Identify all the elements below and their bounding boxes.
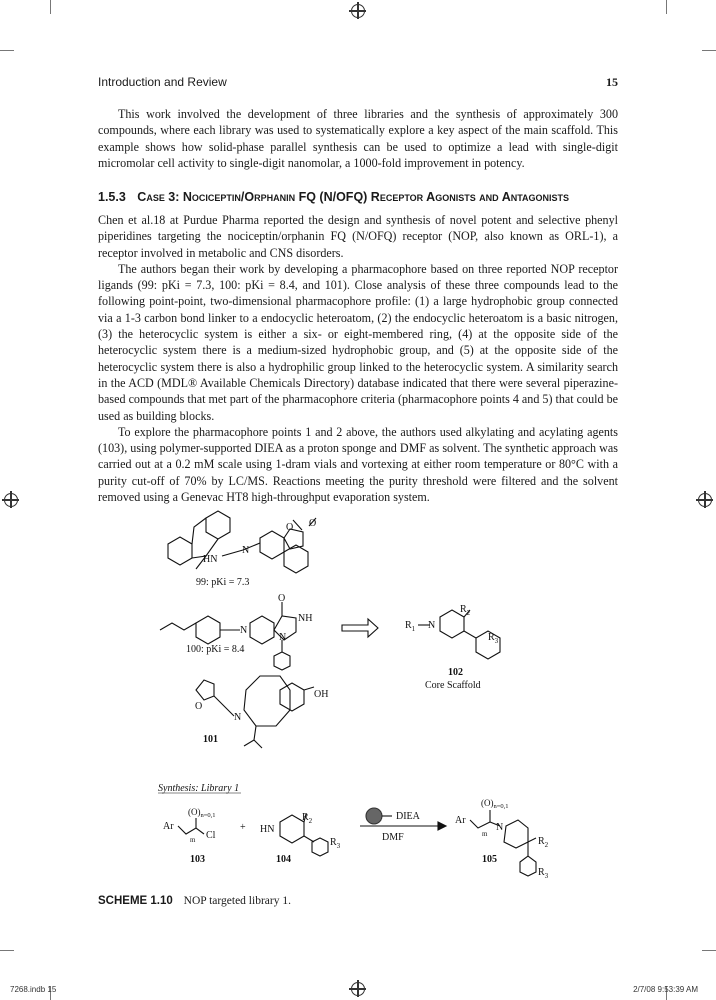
- svg-text:R3: $R_3$: [488, 632, 499, 645]
- svg-text:N: N: [242, 545, 250, 556]
- reagent-dmf: DMF: [382, 832, 404, 843]
- compound-99-label: 99: pKi = 7.3: [196, 577, 250, 588]
- svg-text:m: m: [190, 836, 196, 844]
- compound-105-label: 105: [482, 854, 497, 865]
- registration-mark-icon: [351, 4, 365, 18]
- svg-text:R3: $R_3$: [330, 837, 341, 850]
- svg-text:O: O: [286, 522, 294, 533]
- intro-block: [98, 106, 618, 171]
- registration-mark-icon: [698, 493, 712, 507]
- compound-105-structure: [470, 810, 536, 876]
- footer-timestamp: 2/7/08 9:53:39 AM: [633, 985, 698, 994]
- svg-text:OH: OH: [314, 689, 329, 700]
- svg-text:R3: $R_3$: [538, 867, 549, 880]
- compound-100-label: 100: pKi = 8.4: [186, 644, 245, 655]
- svg-text:(O)n=0,1: $(O)_{n=0,1}$: [481, 798, 509, 810]
- section-number: 1.5.3: [98, 190, 126, 204]
- svg-text:N: N: [234, 712, 242, 723]
- svg-text:N: N: [279, 632, 287, 643]
- plus-sign: +: [240, 822, 246, 833]
- svg-text:NH: NH: [298, 613, 313, 624]
- scheme-caption-text: NOP targeted library 1.: [183, 895, 291, 907]
- section-heading: [98, 190, 569, 204]
- svg-text:R1: $R_1$: [405, 620, 416, 633]
- svg-text:m: m: [482, 830, 488, 838]
- registration-mark-icon: [351, 982, 365, 996]
- section-title: Case 3: Nociceptin/Orphanin FQ (N/OFQ) Receptor Agonists and Antagonists: [137, 190, 570, 204]
- svg-text:HN: HN: [260, 824, 275, 835]
- crop-mark: [702, 950, 716, 951]
- paragraph-2: The authors began their work by developing a pharmacophore based on three reported NOP receptor ligands (99: pKi = 7.3, 100: pKi = 8.4, and 101). Close analysis of these three compounds lead to the following point-point, two-dimensional pharmacophore profile: (1) a large hydrophobic group connected via a 1-3 carbon bond linker to a endocyclic heteroatom, (2) the endocyclic heteroatom is a basic nitrogen, (3) the heterocyclic system is either a six- or eight-membered ring, (4) at the opposite side of the heterocyclic system there is a medium-sized hydrophobic group, and (5) at the opposite side of the heterocyclic system there is also a hydrophilic group linked to the heterocyclic system. A similarity search in the ACD (MDL® Available Chemicals Directory) database indicated that there were several piperazine-based compounds that met part of the pharmacophore criteria (pharmacophore points 4 and 5) that could be used as building blocks.: [98, 261, 618, 423]
- svg-text:Ar: Ar: [163, 821, 174, 832]
- compound-104-structure: [280, 814, 328, 856]
- scheme-caption: [98, 895, 291, 907]
- body-text: [98, 212, 618, 505]
- compound-102-structure: [418, 610, 500, 659]
- paragraph-3: To explore the pharmacophore points 1 and 2 above, the authors used alkylating and acylating agents (103), using polymer-supported DIEA as a proton sponge and DMF as solvent. The synthetic approach was carried out at a 0.2 mM scale using 1-dram vials and vortexing at either room temperature or 80°C with a purity cut-off of 70% by LC/MS. Reactions meeting the purity threshold were filtered and the solvent removed using a Genevac HT8 high-throughput evaporation system.: [98, 424, 618, 505]
- crop-mark: [0, 950, 14, 951]
- crop-mark: [666, 0, 667, 14]
- amine-nh-label: HN: [203, 554, 218, 565]
- page-number: 15: [606, 75, 618, 89]
- reagent-diea: DIEA: [396, 811, 420, 822]
- compound-101-label: 101: [203, 734, 218, 745]
- svg-text:O: O: [278, 593, 286, 604]
- crop-mark: [50, 0, 51, 14]
- running-title: Introduction and Review: [98, 75, 227, 89]
- running-header: [98, 75, 618, 89]
- crop-mark: [0, 50, 14, 51]
- svg-text:(O)n=0,1: $(O)_{n=0,1}$: [188, 807, 216, 819]
- paragraph-1: Chen et al.18 at Purdue Pharma reported the design and synthesis of novel potent and selective phenyl piperidines targeting the nociceptin/orphanin FQ (N/OFQ) receptor (NOP, also known as ORL-1), a receptor involved in metabolic and CNS disorders.: [98, 213, 618, 260]
- intro-paragraph: This work involved the development of three libraries and the synthesis of approximately 300 compounds, where each library was used to systematically explore a key aspect of the main scaffold. This example shows how solid-phase parallel synthesis can be used to optimize a lead with single-digit micromolar cell activity to single-digit nanomolar, a 1000-fold improvement in potency.: [98, 107, 618, 170]
- registration-mark-icon: [4, 493, 18, 507]
- scheme-caption-label: SCHEME 1.10: [98, 895, 173, 907]
- synthesis-label: Synthesis: Library 1: [158, 783, 240, 794]
- svg-text:R2: $R_2$: [302, 812, 313, 825]
- svg-text:N: N: [240, 625, 248, 636]
- compound-104-label: 104: [276, 854, 291, 865]
- svg-text:R2: $R_2$: [460, 604, 471, 617]
- compound-103-structure: [178, 818, 204, 834]
- svg-text:R2: $R_2$: [538, 836, 549, 849]
- compound-99-structure: [168, 511, 316, 573]
- svg-text:O: O: [195, 701, 203, 712]
- compound-103-label: 103: [190, 854, 205, 865]
- transform-arrow-icon: [342, 619, 378, 637]
- footer-file: 7268.indb 15: [10, 985, 57, 994]
- svg-text:Cl: Cl: [206, 830, 216, 841]
- compound-102-caption: Core Scaffold: [425, 680, 481, 691]
- svg-text:N: N: [496, 822, 504, 833]
- compound-101-structure: [196, 676, 314, 748]
- svg-text:Ar: Ar: [455, 815, 466, 826]
- svg-text:N: N: [428, 620, 436, 631]
- compound-102-label: 102: [448, 667, 463, 678]
- polymer-bead-icon: [366, 808, 382, 824]
- svg-text:O: O: [309, 518, 317, 529]
- compound-100-structure: [160, 602, 296, 670]
- crop-mark: [702, 50, 716, 51]
